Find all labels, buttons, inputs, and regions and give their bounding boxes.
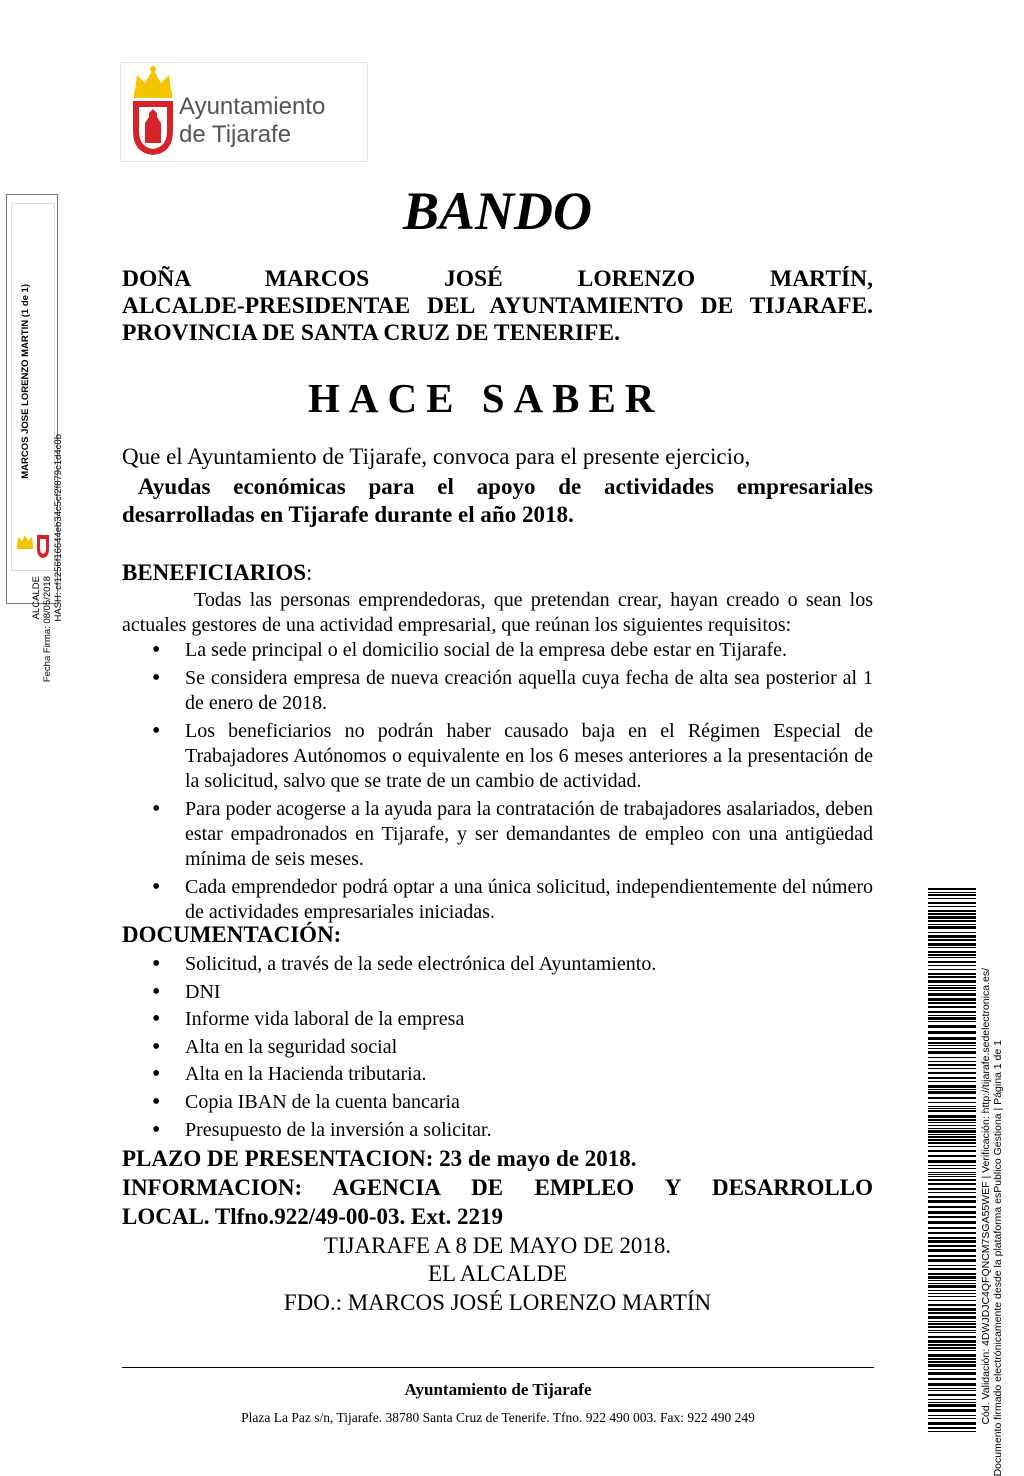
- barcode-bar: [928, 916, 976, 919]
- informacion-line-2: LOCAL. Tlfno.922/49-00-03. Ext. 2219: [122, 1204, 504, 1229]
- barcode-bar: [928, 1200, 976, 1203]
- barcode-bar: [928, 892, 976, 893]
- barcode-bar: [928, 1290, 976, 1291]
- barcode-bar: [928, 1150, 976, 1152]
- barcode-bar: [928, 1179, 976, 1181]
- beneficiarios-heading-text: BENEFICIARIOS: [122, 560, 307, 585]
- barcode-bar: [928, 1312, 976, 1314]
- list-item: • Los beneficiarios no podrán haber causado baja en el Régimen Especial de Trabajadores Autónomos o equivalente en los 6 meses anteriores a la presentación de la solicitud, salvo que se trate de un cambio de actividad.: [150, 719, 873, 794]
- barcode-bar: [928, 1232, 976, 1234]
- barcode-bar: [928, 1025, 976, 1028]
- barcode-bar: [928, 1192, 976, 1193]
- barcode-bar: [928, 1045, 976, 1046]
- signer-title: EL ALCALDE: [427, 1261, 568, 1286]
- signature-hash: HASH: cf1256f16644eb34c5cf2f879c1d4c0b: [53, 434, 64, 622]
- barcode-bar: [928, 1283, 976, 1284]
- signed-by: FDO.: MARCOS JOSÉ LORENZO MARTÍN: [283, 1290, 712, 1315]
- barcode-bar: [928, 1160, 976, 1163]
- barcode-bar: [928, 1057, 976, 1058]
- beneficiarios-intro: Todas las personas emprendedoras, que pretendan crear, hayan creado o sean los actuales gestores de una actividad empresarial, que reúnan los siguientes requisitos:: [122, 589, 873, 636]
- plazo-presentacion: PLAZO DE PRESENTACION: 23 de mayo de 2018.: [122, 1146, 637, 1171]
- barcode-bar: [928, 1340, 976, 1343]
- barcode-bar: [928, 1188, 976, 1190]
- barcode-bar: [928, 1136, 976, 1138]
- validation-code: Cód. Validación: 4DWJDJC4QFQNCM7SGA55WEF | Verificación: http://tijarafe.sedelectronica.es/: [980, 968, 992, 1425]
- barcode-bar: [928, 1326, 976, 1328]
- list-item: • Alta en la Hacienda tributaria.: [150, 1062, 873, 1087]
- barcode-bar: [928, 1072, 976, 1074]
- barcode-bar: [928, 951, 976, 953]
- barcode-bar: [928, 1134, 976, 1135]
- barcode-bar: [928, 888, 976, 890]
- barcode-bar: [928, 1394, 976, 1396]
- barcode-bar: [928, 1006, 976, 1008]
- barcode-bar: [928, 1139, 976, 1141]
- barcode-bar: [928, 1102, 976, 1103]
- barcode-bar: [928, 924, 976, 925]
- barcode-bar: [928, 1091, 976, 1094]
- barcode-bar: [928, 898, 976, 899]
- barcode-bar: [928, 1332, 976, 1333]
- barcode-bar: [928, 894, 976, 896]
- barcode-bar: [928, 965, 976, 966]
- barcode-bar: [928, 1068, 976, 1069]
- list-item: • Informe vida laboral de la empresa: [150, 1007, 873, 1032]
- barcode-bar: [928, 976, 976, 978]
- beneficiarios-heading: [122, 560, 312, 586]
- barcode-bar: [928, 1196, 976, 1198]
- logo-text-line1: Ayuntamiento: [179, 93, 326, 120]
- barcode-bar: [928, 954, 976, 956]
- barcode-bar: [928, 1108, 976, 1109]
- signer-name: MARCOS JOSE LORENZO MARTIN (1 de 1): [20, 284, 31, 479]
- barcode-bar: [928, 990, 976, 991]
- barcode-bar: [928, 910, 976, 912]
- barcode-bar: [928, 1276, 976, 1279]
- barcode-bar: [928, 1042, 976, 1044]
- footer-address: Plaza La Paz s/n, Tijarafe. 38780 Santa Cruz de Tenerife. Tfno. 922 490 003. Fax: 922 490 249: [241, 1410, 755, 1425]
- barcode-bar: [928, 1097, 976, 1099]
- barcode-bar: [928, 1110, 976, 1112]
- list-item: • DNI: [150, 980, 873, 1005]
- barcode-bar: [928, 980, 976, 983]
- signature-panel: [6, 194, 64, 683]
- municipality-logo: [120, 62, 368, 162]
- signature-date: Fecha Firma: 08/05/2018: [42, 576, 53, 683]
- barcode-bar: [928, 1211, 976, 1214]
- barcode-bar: [928, 1206, 976, 1208]
- barcode-bar: [928, 935, 976, 938]
- crest-icon: [129, 65, 177, 157]
- barcode-bar: [928, 993, 976, 996]
- barcode-bar: [928, 1122, 976, 1123]
- barcode-bar: [928, 1369, 976, 1370]
- barcode-bar: [928, 985, 976, 986]
- beneficiarios-heading-colon: :: [306, 560, 313, 585]
- barcode-bar: [928, 902, 976, 904]
- list-item: • Cada emprendedor podrá optar a una única solicitud, independientemente del número de actividades empresariales iniciadas.: [150, 875, 873, 925]
- barcode-bar: [928, 1323, 976, 1325]
- barcode-bar: [928, 1227, 976, 1229]
- barcode-bar: [928, 1354, 976, 1357]
- barcode-bar: [928, 1015, 976, 1016]
- barcode-bar: [928, 1061, 976, 1062]
- barcode-bar: [928, 1119, 976, 1121]
- barcode-bar: [928, 1002, 976, 1004]
- document-title: BANDO: [402, 181, 593, 241]
- barcode-bar: [928, 1085, 976, 1088]
- mayor-line-3: PROVINCIA DE SANTA CRUZ DE TENERIFE.: [122, 320, 620, 346]
- hace-saber-heading: HACE SABER: [308, 375, 664, 421]
- ayudas-line-2: desarrolladas en Tijarafe durante el año 2018.: [122, 502, 574, 527]
- barcode-bar: [928, 1285, 976, 1288]
- barcode: [928, 888, 976, 1432]
- signature-inner-frame: [11, 203, 64, 683]
- barcode-bar: [928, 1245, 976, 1247]
- barcode-bar: [928, 957, 976, 958]
- barcode-bar: [928, 1350, 976, 1351]
- barcode-bar: [928, 1051, 976, 1054]
- barcode-bar: [928, 939, 976, 941]
- barcode-bar: [928, 1273, 976, 1275]
- barcode-bar: [928, 1176, 976, 1177]
- barcode-bar: [928, 1017, 976, 1020]
- list-item: • Alta en la seguridad social: [150, 1035, 873, 1060]
- documentacion-heading: DOCUMENTACIÓN:: [122, 922, 342, 947]
- list-item: • Presupuesto de la inversión a solicitar.: [150, 1118, 873, 1143]
- barcode-bar: [928, 1128, 976, 1129]
- mayor-line-1: DOÑA MARCOS JOSÉ LORENZO MARTÍN,: [122, 266, 873, 292]
- barcode-bar: [928, 973, 976, 975]
- barcode-bar: [928, 1183, 976, 1185]
- barcode-bar: [928, 1142, 976, 1144]
- barcode-bar: [928, 1255, 976, 1257]
- barcode-bar: [928, 1155, 976, 1157]
- ayudas-line-1: Ayudas económicas para el apoyo de actividades empresariales: [138, 474, 873, 499]
- barcode-bar: [928, 969, 976, 970]
- barcode-bar: [928, 943, 976, 946]
- list-item: • Solicitud, a través de la sede electrónica del Ayuntamiento.: [150, 952, 873, 977]
- mayor-line-2: ALCALDE-PRESIDENTAE DEL AYUNTAMIENTO DE TIJARAFE.: [122, 293, 873, 319]
- barcode-bar: [928, 1344, 976, 1346]
- barcode-bar: [928, 1361, 976, 1363]
- barcode-bar: [928, 1372, 976, 1375]
- seal-icon: [15, 531, 51, 559]
- barcode-bar: [928, 1308, 976, 1311]
- barcode-bar: [928, 1383, 976, 1386]
- barcode-bar: [928, 1431, 976, 1432]
- barcode-bar: [928, 1268, 976, 1270]
- barcode-bar: [928, 1390, 976, 1391]
- barcode-bar: [928, 1221, 976, 1224]
- barcode-bar: [928, 1409, 976, 1412]
- barcode-bar: [928, 1172, 976, 1173]
- barcode-bar: [928, 1404, 976, 1407]
- barcode-bar: [928, 1265, 976, 1266]
- barcode-bar: [928, 932, 976, 933]
- barcode-bar: [928, 1048, 976, 1049]
- barcode-bar: [928, 1216, 976, 1218]
- barcode-bar: [928, 987, 976, 989]
- intro-text: Que el Ayuntamiento de Tijarafe, convoca para el presente ejercicio,: [122, 444, 751, 469]
- barcode-bar: [928, 1021, 976, 1022]
- barcode-bar: [928, 926, 976, 929]
- barcode-bar: [928, 1296, 976, 1297]
- barcode-bar: [928, 1418, 976, 1419]
- barcode-bar: [928, 1146, 976, 1147]
- barcode-bar: [928, 1037, 976, 1040]
- barcode-bar: [928, 1293, 976, 1294]
- barcode-bar: [928, 1415, 976, 1416]
- barcode-bar: [928, 947, 976, 948]
- barcode-bar: [928, 998, 976, 1001]
- barcode-bar: [928, 1165, 976, 1166]
- barcode-bar: [928, 1125, 976, 1126]
- barcode-bar: [928, 1336, 976, 1338]
- barcode-bar: [928, 1249, 976, 1252]
- barcode-bar: [928, 1259, 976, 1262]
- barcode-bar: [928, 1422, 976, 1425]
- list-item: • Se considera empresa de nueva creación aquella cuya fecha de alta sea posterior al 1 de enero de 2018.: [150, 666, 873, 716]
- list-item: • Para poder acogerse a la ayuda para la contratación de trabajadores asalariados, deben estar empadronados en Tijarafe, y ser demandantes de empleo con una antigüedad mínima de seis meses.: [150, 797, 873, 872]
- logo-text-line2: de Tijarafe: [179, 121, 292, 148]
- barcode-bar: [928, 1388, 976, 1389]
- barcode-bar: [928, 1358, 976, 1360]
- barcode-bar: [928, 1237, 976, 1239]
- list-item: • La sede principal o el domicilio social de la empresa debe estar en Tijarafe.: [150, 638, 873, 663]
- barcode-bar: [928, 1300, 976, 1301]
- barcode-bar: [928, 1081, 976, 1082]
- documentos-list: [150, 952, 873, 1145]
- barcode-bar: [928, 1106, 976, 1107]
- barcode-bar: [928, 1115, 976, 1118]
- barcode-bar: [928, 1330, 976, 1331]
- barcode-bar: [928, 1280, 976, 1281]
- footer-divider: [122, 1367, 874, 1368]
- barcode-bar: [928, 1064, 976, 1066]
- barcode-bar: [928, 920, 976, 922]
- barcode-bar: [928, 1130, 976, 1133]
- barcode-bar: [928, 913, 976, 915]
- barcode-bar: [928, 1347, 976, 1349]
- barcode-bar: [928, 961, 976, 963]
- list-item: • Copia IBAN de la cuenta bancaria: [150, 1090, 873, 1115]
- barcode-bar: [928, 1399, 976, 1400]
- barcode-bar: [928, 1031, 976, 1034]
- barcode-bar: [928, 1402, 976, 1403]
- barcode-bar: [928, 906, 976, 907]
- barcode-bar: [928, 1316, 976, 1319]
- barcode-bar: [928, 1321, 976, 1322]
- barcode-bar: [928, 1304, 976, 1306]
- validation-platform: Documento firmado electrónicamente desde la plataforma esPublico Gestiona | Página 1 de 1: [992, 1040, 1004, 1476]
- barcode-bar: [928, 1240, 976, 1243]
- barcode-bar: [928, 1378, 976, 1380]
- barcode-bar: [928, 1364, 976, 1367]
- barcode-bar: [928, 1168, 976, 1169]
- place-and-date: TIJARAFE A 8 DE MAYO DE 2018.: [323, 1233, 672, 1258]
- footer-name: Ayuntamiento de Tijarafe: [404, 1380, 592, 1399]
- informacion-line-1: INFORMACION: AGENCIA DE EMPLEO Y DESARROLLO: [122, 1175, 873, 1200]
- barcode-bar: [928, 1077, 976, 1079]
- signer-role: ALCALDE: [31, 576, 42, 620]
- barcode-bar: [928, 1089, 976, 1090]
- barcode-bar: [928, 1427, 976, 1429]
- barcode-bar: [928, 1011, 976, 1013]
- requisitos-list: [150, 638, 873, 928]
- barcode-bar: [928, 1174, 976, 1175]
